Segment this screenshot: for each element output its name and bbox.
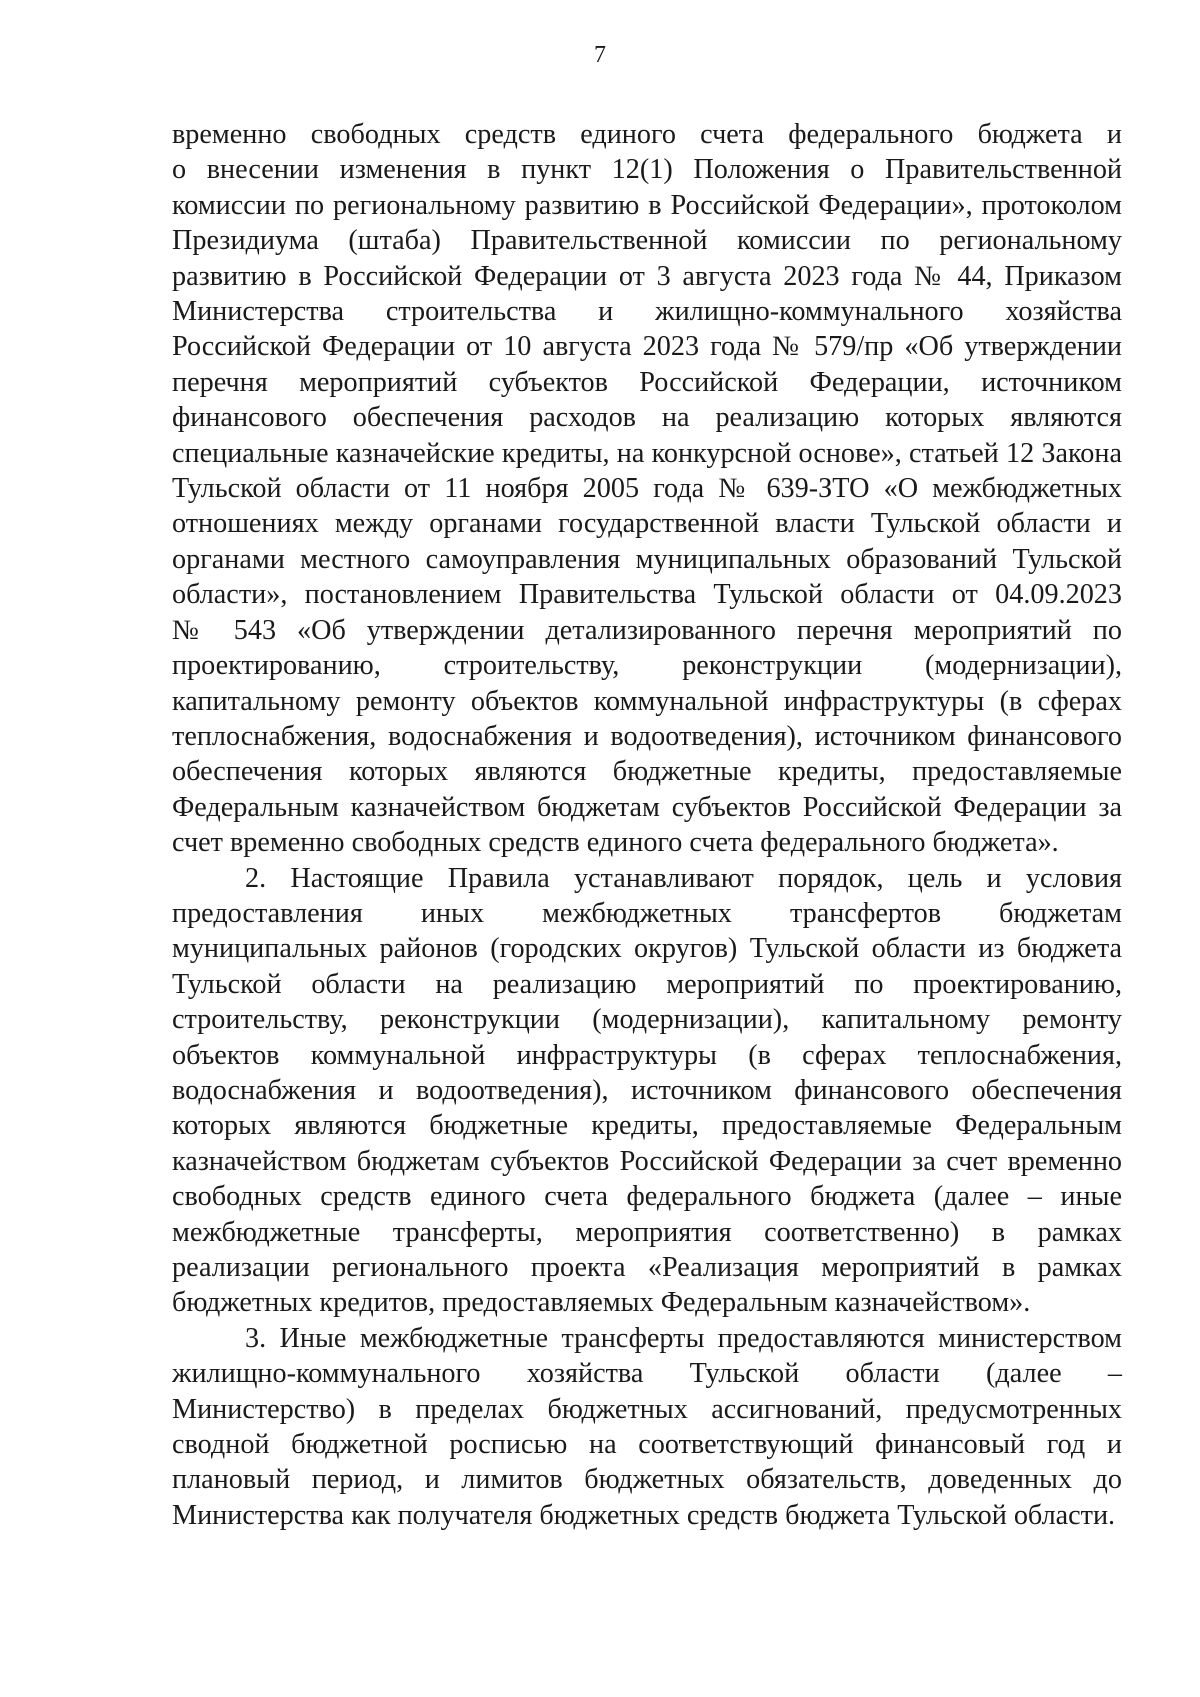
- text-line: реализации регионального проекта «Реализация мероприятий в рамках: [172, 1252, 1122, 1283]
- text-line: № 543 «Об утверждении детализированного перечня мероприятий по: [172, 614, 1122, 646]
- page-number: 7: [594, 42, 606, 68]
- text-line: плановый период, и лимитов бюджетных обязательств, доведенных до: [172, 1464, 1122, 1496]
- text-line: Федеральным казначейством бюджетам субъектов Российской Федерации за: [172, 791, 1122, 823]
- text-line: строительству, реконструкции (модернизации), капитальному ремонту: [172, 1004, 1122, 1036]
- text-line: о внесении изменения в пункт 12(1) Положения о Правительственной: [172, 154, 1122, 186]
- paragraph-p2: [172, 861, 1122, 1321]
- text-line: казначейством бюджетам субъектов Российской Федерации за счет временно: [172, 1145, 1122, 1177]
- text-line: сводной бюджетной росписью на соответствующий финансовый год и: [172, 1429, 1122, 1461]
- document-body: [172, 117, 1122, 1533]
- text-line: Российской Федерации от 10 августа 2023 года № 579/пр «Об утверждении: [172, 331, 1122, 363]
- text-line: капитальному ремонту объектов коммунальной инфраструктуры (в сферах: [172, 685, 1122, 717]
- text-line: 3. Иные межбюджетные трансферты предоставляются министерством: [245, 1322, 1122, 1354]
- text-line: проектированию, строительству, реконструкции (модернизации),: [172, 650, 1122, 682]
- text-line: объектов коммунальной инфраструктуры (в сферах теплоснабжения,: [172, 1039, 1122, 1071]
- text-line: комиссии по региональному развитию в Российской Федерации», протоколом: [172, 189, 1122, 221]
- text-line: Министерства строительства и жилищно-коммунального хозяйства: [172, 296, 1122, 328]
- text-line: специальные казначейские кредиты, на конкурсной основе», статьей 12 Закона: [172, 437, 1122, 469]
- text-line: области», постановлением Правительства Тульской области от 04.09.2023: [172, 579, 1122, 611]
- text-line: свободных средств единого счета федерального бюджета (далее – иные: [172, 1181, 1122, 1213]
- text-line: Тульской области на реализацию мероприятий по проектированию,: [172, 968, 1122, 1000]
- text-line: муниципальных районов (городских округов) Тульской области из бюджета: [172, 933, 1122, 965]
- text-line: которых являются бюджетные кредиты, предоставляемые Федеральным: [172, 1110, 1122, 1142]
- text-line: предоставления иных межбюджетных трансфертов бюджетам: [172, 897, 1122, 929]
- paragraph-p3: [172, 1321, 1122, 1533]
- text-line: финансового обеспечения расходов на реализацию которых являются: [172, 402, 1122, 434]
- text-line: жилищно-коммунального хозяйства Тульской области (далее –: [172, 1358, 1122, 1390]
- text-line: бюджетных кредитов, предоставляемых Федеральным казначейством».: [172, 1287, 1031, 1319]
- paragraph-p1: [172, 117, 1122, 861]
- text-line: отношениях между органами государственной власти Тульской области и: [172, 508, 1122, 540]
- text-line: Министерства как получателя бюджетных средств бюджета Тульской области.: [172, 1499, 1116, 1531]
- text-line: Тульской области от 11 ноября 2005 года № 639-ЗТО «О межбюджетных: [172, 473, 1122, 505]
- text-line: межбюджетные трансферты, мероприятия соответственно) в рамках: [172, 1216, 1122, 1248]
- text-line: водоснабжения и водоотведения), источником финансового обеспечения: [172, 1074, 1122, 1106]
- text-line: органами местного самоуправления муниципальных образований Тульской: [172, 543, 1122, 575]
- text-line: счет временно свободных средств единого счета федерального бюджета».: [172, 827, 1059, 859]
- text-line: Министерство) в пределах бюджетных ассигнований, предусмотренных: [172, 1393, 1122, 1425]
- text-line: временно свободных средств единого счета федерального бюджета и: [172, 119, 1122, 150]
- text-line: обеспечения которых являются бюджетные кредиты, предоставляемые: [172, 756, 1122, 788]
- text-line: развитию в Российской Федерации от 3 августа 2023 года № 44, Приказом: [172, 260, 1122, 292]
- text-line: 2. Настоящие Правила устанавливают порядок, цель и условия: [245, 862, 1122, 894]
- text-line: перечня мероприятий субъектов Российской Федерации, источником: [172, 366, 1122, 398]
- text-line: теплоснабжения, водоснабжения и водоотведения), источником финансового: [172, 720, 1122, 752]
- text-line: Президиума (штаба) Правительственной комиссии по региональному: [172, 225, 1122, 257]
